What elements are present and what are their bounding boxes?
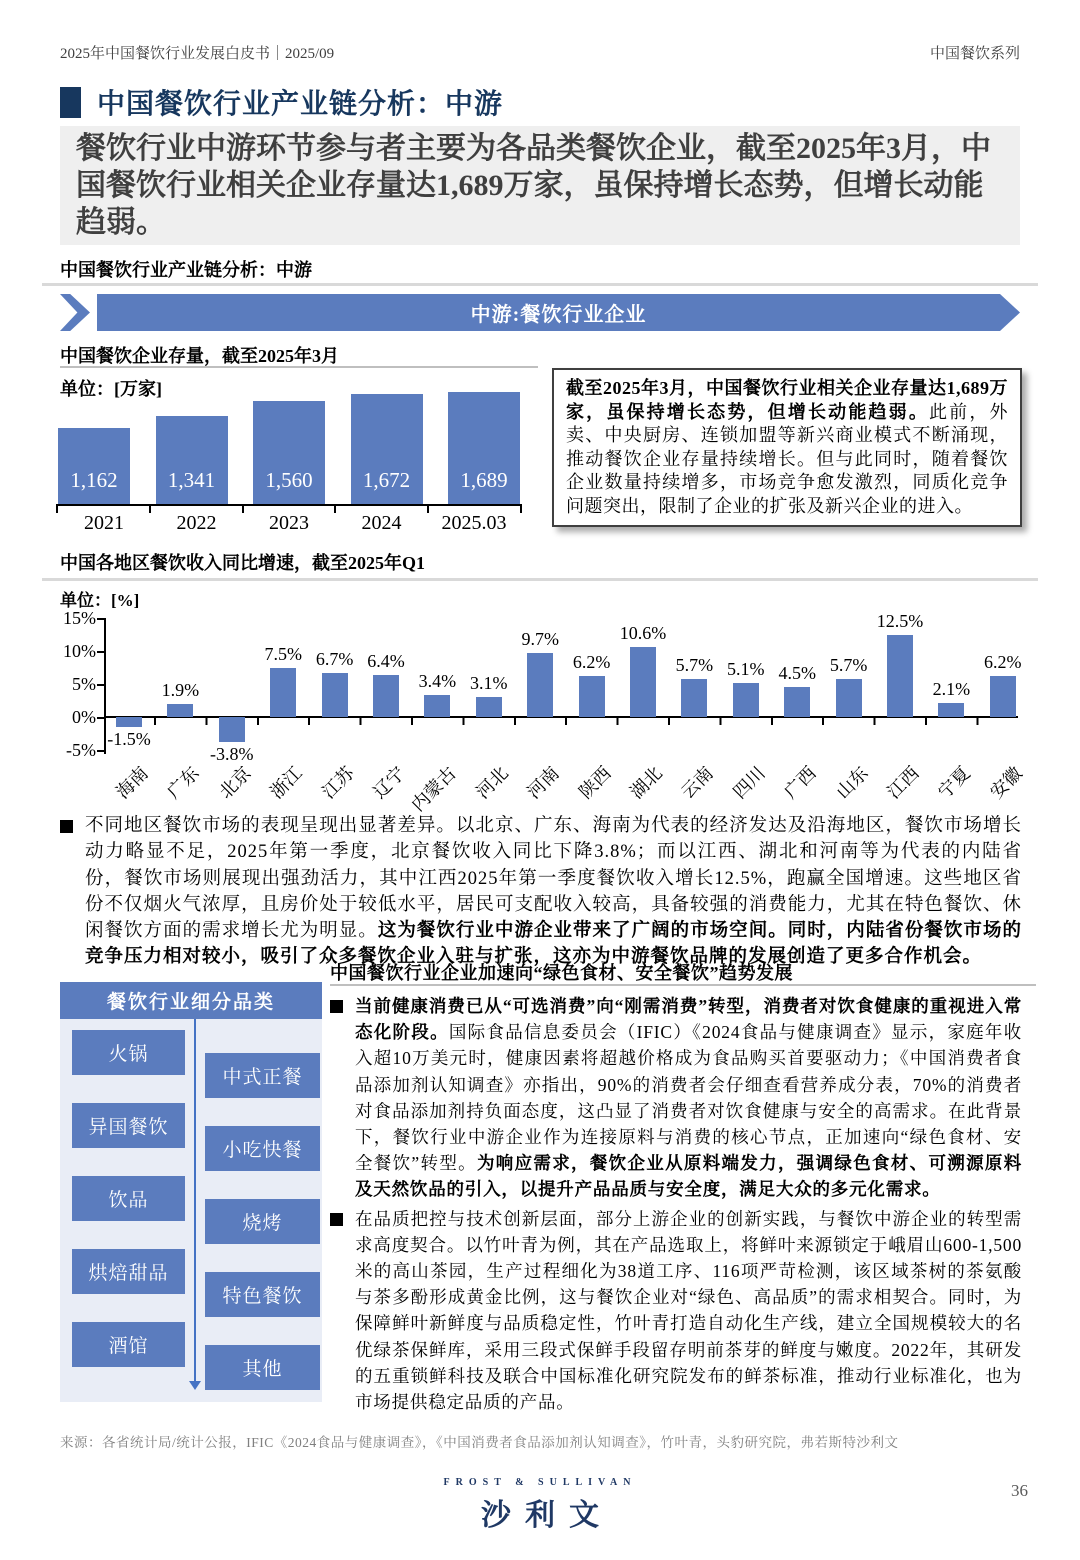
chart2-x-label-内蒙古: 内蒙古 <box>408 762 461 816</box>
stock-bar-2021: 1,162 <box>58 428 130 505</box>
stock-bar-2023: 1,560 <box>253 401 325 505</box>
chart2-value-label: 5.7% <box>829 655 868 676</box>
category-item: 烧烤 <box>205 1199 320 1244</box>
divider <box>42 578 1038 581</box>
bullet-square-icon <box>60 820 73 833</box>
analysis-note-box: 截至2025年3月，中国餐饮行业相关企业存量达1,689万家，虽保持增长态势，但增长动能趋弱。此前，外卖、中央厨房、连锁加盟等新兴商业模式不断涌现，推动餐饮企业存量持续增长。但与此同时，随着餐饮企业数量持续增多，市场竞争愈发激烈，同质化竞争问题突出，限制了企业的扩张及新兴企业的进入。 <box>552 368 1022 527</box>
chart2-y-tick-label: 15% <box>63 608 96 628</box>
chart2 <box>60 608 1026 816</box>
growth-bar-广西 <box>784 687 810 717</box>
title-marker-icon <box>60 87 81 118</box>
chart2-value-label: 5.1% <box>727 659 765 680</box>
page-number: 36 <box>1011 1481 1028 1500</box>
chart2-x-label-云南: 云南 <box>677 762 718 803</box>
logo-english-text: FROST & SULLIVAN <box>443 1477 637 1488</box>
growth-bar-江西 <box>887 635 913 718</box>
chart2-x-label-宁夏: 宁夏 <box>934 762 975 803</box>
growth-bar-内蒙古 <box>424 695 450 717</box>
chart2-value-label: 6.7% <box>315 648 354 669</box>
category-item: 火锅 <box>72 1030 185 1075</box>
banner-chevron-icon <box>60 294 90 331</box>
logo-chinese-text: 沙利文 <box>481 1499 613 1532</box>
growth-bar-辽宁 <box>373 675 399 717</box>
divider <box>60 366 538 368</box>
chart2-value-label: 6.2% <box>984 652 1022 673</box>
chart2-value-label: -3.8% <box>210 744 254 765</box>
chart1-category-label: 2023 <box>269 512 309 534</box>
chart2-x-label-广西: 广西 <box>780 762 821 803</box>
category-item: 其他 <box>205 1345 320 1390</box>
chart2-x-label-安徽: 安徽 <box>986 762 1026 803</box>
chart2-value-label: 3.4% <box>418 670 457 691</box>
growth-bar-湖北 <box>630 647 656 717</box>
growth-bar-山东 <box>836 679 862 717</box>
growth-bar-河北 <box>476 697 502 717</box>
bullet-square-icon <box>330 1000 343 1013</box>
category-item: 中式正餐 <box>205 1053 320 1098</box>
growth-bar-北京 <box>219 717 245 742</box>
chart2-value-label: 1.9% <box>161 680 200 701</box>
category-diagram-panel <box>60 1019 322 1402</box>
growth-bar-海南 <box>116 717 142 727</box>
stock-bar-2025.03: 1,689 <box>448 392 520 505</box>
chart2-value-label: 6.2% <box>572 652 611 673</box>
header-left: 2025年中国餐饮行业发展白皮书｜2025/09 <box>60 46 335 62</box>
midstream-banner <box>60 294 1020 331</box>
category-item: 小吃快餐 <box>205 1126 320 1171</box>
chart1-category-label: 2025.03 <box>441 512 507 534</box>
chart1-bars <box>58 388 520 505</box>
bullet-square-icon <box>330 1213 343 1226</box>
growth-bar-安徽 <box>990 676 1016 717</box>
chart1-category-label: 2024 <box>361 512 402 534</box>
category-item: 饮品 <box>72 1176 185 1221</box>
growth-bar-四川 <box>733 683 759 717</box>
header-right: 中国餐饮系列 <box>929 46 1020 62</box>
green-bullet-2 <box>330 1206 1022 1416</box>
green-bullet-1-text: 当前健康消费已从“可选消费”向“刚需消费”转型，消费者对饮食健康的重视进入常态化阶段。国际食品信息委员会（IFIC）《2024食品与健康调查》显示，家庭年收入超10万美元时，健康因素将超越价格成为食品购买首要驱动力；《中国消费者食品添加剂认知调查》亦指出，90%的消费者会仔细查看营养成分表，70%的消费者对食品添加剂持负面态度，这凸显了消费者对饮食健康与安全的高需求。在此背景下，餐饮行业中游企业作为连接原料与消费的核心节点，正加速向“绿色食材、安全餐饮”转型。为响应需求，餐饮企业从原料端发力，强调绿色食材、可溯源原料及天然饮品的引入，以提升产品品质与安全度，满足大众的多元化需求。 <box>355 996 1023 1200</box>
chart2-bars <box>107 610 1022 765</box>
growth-bar-浙江 <box>270 668 296 718</box>
chart2-x-label-湖北: 湖北 <box>626 762 666 803</box>
divider <box>42 283 1038 286</box>
chart2-x-axis-labels <box>112 756 1026 816</box>
category-item: 酒馆 <box>72 1322 185 1367</box>
green-trend-heading: 中国餐饮行业企业加速向“绿色食材、安全餐饮”趋势发展 <box>330 963 793 983</box>
chart2-value-label: 5.7% <box>675 655 714 676</box>
category-column-left <box>72 1030 185 1367</box>
chart2-value-label: 9.7% <box>521 628 559 649</box>
stock-bar-2022: 1,341 <box>156 416 228 505</box>
growth-bar-陕西 <box>579 676 605 717</box>
category-item: 烘焙甜品 <box>72 1249 185 1294</box>
chart2-x-label-四川: 四川 <box>729 762 769 803</box>
chart2-x-label-北京: 北京 <box>215 762 255 803</box>
category-column-right <box>205 1053 320 1390</box>
chart2-y-tick-label: 10% <box>63 641 96 661</box>
chart2-x-label-河北: 河北 <box>472 762 512 803</box>
chart1-category-label: 2021 <box>84 512 124 534</box>
chart2-value-label: 7.5% <box>264 643 302 664</box>
chart1-unit: 单位：[万家] <box>60 379 162 399</box>
page-header <box>60 42 1020 63</box>
growth-bar-广东 <box>167 704 193 717</box>
growth-bar-江苏 <box>322 673 348 717</box>
key-finding-callout: 餐饮行业中游环节参与者主要为各品类餐饮企业，截至2025年3月，中国餐饮行业相关企业存量达1,689万家，虽保持增长态势，但增长动能趋弱。 <box>60 126 1020 245</box>
chart2-y-axis-labels <box>60 610 96 770</box>
category-item: 特色餐饮 <box>205 1272 320 1317</box>
chart2-x-label-陕西: 陕西 <box>574 762 615 803</box>
stock-bar-2024: 1,672 <box>351 394 423 505</box>
chart2-x-label-浙江: 浙江 <box>266 762 307 803</box>
chart2-value-label: 3.1% <box>470 672 508 693</box>
green-bullet-1 <box>330 993 1022 1203</box>
chart2-title: 中国各地区餐饮收入同比增速，截至2025年Q1 <box>60 553 425 573</box>
chart2-value-label: 12.5% <box>876 610 924 631</box>
chart1-title: 中国餐饮企业存量，截至2025年3月 <box>60 346 339 366</box>
chart1-category-label: 2022 <box>176 512 217 534</box>
growth-bar-宁夏 <box>938 703 964 717</box>
banner-label: 中游:餐饮行业企业 <box>470 304 647 326</box>
chart2-unit: 单位：[%] <box>60 591 140 610</box>
chart2-x-label-辽宁: 辽宁 <box>369 762 409 803</box>
chart1-categories <box>58 512 520 535</box>
frost-sullivan-logo <box>0 1477 1080 1534</box>
chart2-value-label: 6.4% <box>367 650 405 671</box>
down-arrow-icon <box>194 1019 196 1381</box>
page-title: 中国餐饮行业产业链分析：中游 <box>97 89 504 120</box>
chart2-x-label-江苏: 江苏 <box>317 762 358 803</box>
growth-bar-云南 <box>681 679 707 717</box>
green-trend-bullets <box>330 993 1022 1418</box>
diagram-subtitle: 中国餐饮行业产业链分析：中游 <box>60 260 312 280</box>
chart2-y-tick-label: -5% <box>66 740 96 760</box>
category-diagram-title: 餐饮行业细分品类 <box>60 982 322 1019</box>
chart2-value-label: 2.1% <box>932 679 971 700</box>
chart2-value-label: -1.5% <box>107 728 151 749</box>
chart2-x-label-山东: 山东 <box>831 762 872 803</box>
divider <box>330 984 1036 986</box>
chart2-x-label-江西: 江西 <box>883 762 923 803</box>
title-row <box>60 82 503 122</box>
chart2-value-label: 10.6% <box>619 623 667 644</box>
chart2-y-tick-label: 0% <box>72 707 96 727</box>
chart2-x-label-海南: 海南 <box>112 762 152 803</box>
growth-bar-河南 <box>527 653 553 717</box>
chart2-x-label-河南: 河南 <box>523 762 564 803</box>
green-bullet-2-text: 在品质把控与技术创新层面，部分上游企业的创新实践，与餐饮中游企业的转型需求高度契合。以竹叶青为例，其在产品选取上，将鲜叶来源锁定于峨眉山600-1,500米的高山茶园，生产过程细化为38道工序、116项严苛检测，该区域茶树的茶氨酸与茶多酚形成黄金比例，这与餐饮企业对“绿色、高品质”的需求相契合。同时，为保障鲜叶新鲜度与品质稳定性，竹叶青打造自动化生产线，建立全国规模较大的名优绿茶保鲜库，采用三段式保鲜手段留存明前茶芽的鲜度与嫩度。2022年，其研发的五重锁鲜科技及联合中国标准化研究院发布的鲜茶标准，推动行业标准化，也为市场提供稳定品质的产品。 <box>355 1208 1022 1413</box>
region-analysis-text: 不同地区餐饮市场的表现呈现出显著差异。以北京、广东、海南为代表的经济发达及沿海地区，餐饮市场增长动力略显不足，2025年第一季度，北京餐饮收入同比下降3.8%；而以江西、湖北和河南等为代表的内陆省份，餐饮市场则展现出强劲活力，其中江西2025年第一季度餐饮收入增长12.5%，跑赢全国增速。这些地区省份不仅烟火气浓厚，且房价处于较低水平，居民可支配收入较高，具备较强的消费能力，尤其在特色餐饮、休闲餐饮方面的需求增长尤为明显。这为餐饮行业中游企业带来了广阔的市场空间。同时，内陆省份餐饮市场的竞争压力相对较小，吸引了众多餐饮企业入驻与扩张，这亦为中游餐饮品牌的发展创造了更多合作机会。 <box>85 816 1022 968</box>
chart2-value-label: 4.5% <box>778 663 816 684</box>
category-item: 异国餐饮 <box>72 1103 185 1148</box>
region-analysis-paragraph <box>60 813 1022 971</box>
chart2-y-tick-label: 5% <box>72 674 96 694</box>
source-note: 来源：各省统计局/统计公报，IFIC《2024食品与健康调查》，《中国消费者食品添加剂认知调查》，竹叶青，头豹研究院，弗若斯特沙利文 <box>60 1435 899 1450</box>
chart2-x-label-广东: 广东 <box>163 762 204 803</box>
